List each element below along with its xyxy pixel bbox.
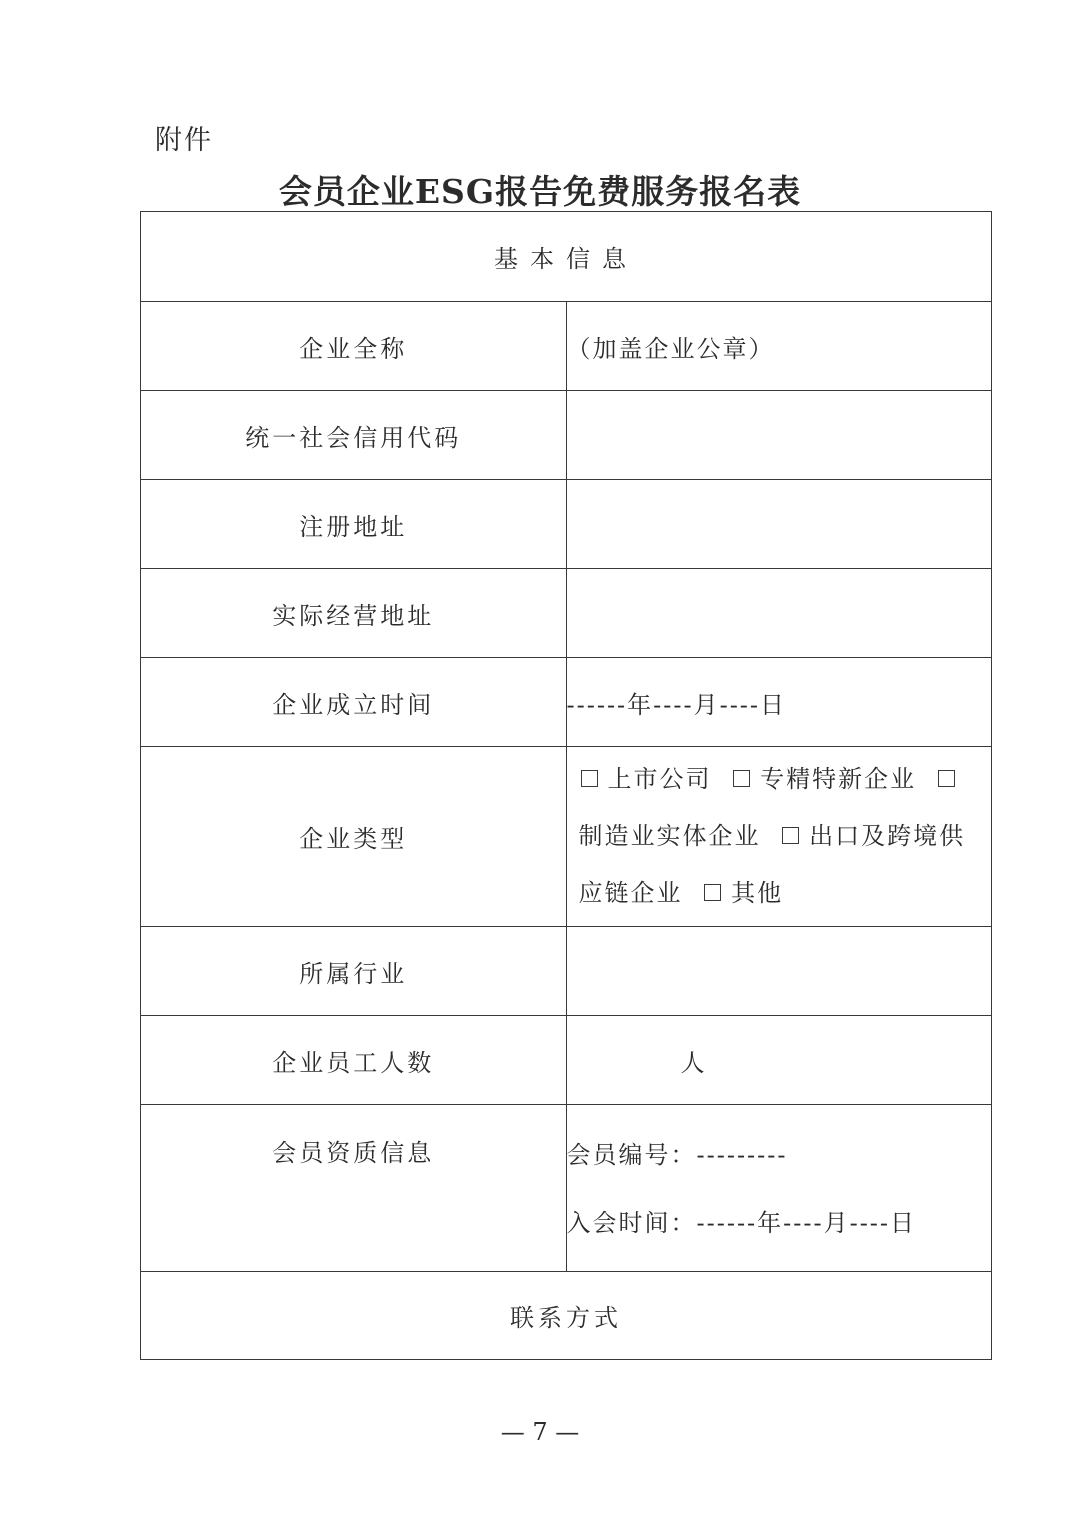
type-option-specialized[interactable] — [731, 765, 916, 793]
row-established-date — [141, 658, 992, 747]
label-credit-code: 统一社会信用代码 — [141, 391, 567, 480]
row-membership — [141, 1105, 992, 1272]
field-operating-address[interactable] — [566, 569, 992, 658]
type-option-label: 其他 — [731, 879, 784, 907]
row-employee-count — [141, 1016, 992, 1105]
page-number: — 7 — — [500, 1418, 580, 1446]
attachment-label: 附件 — [155, 125, 213, 156]
type-option-other[interactable] — [702, 879, 783, 907]
type-option-label: 制造业实体企业 — [578, 822, 761, 850]
field-membership — [566, 1105, 992, 1272]
field-credit-code[interactable] — [566, 391, 992, 480]
registration-form-table — [140, 211, 992, 1360]
join-date-blank: ------年----月----日 — [696, 1209, 917, 1237]
field-company-name[interactable] — [566, 302, 992, 391]
established-date-blank: ------年----月----日 — [566, 690, 787, 719]
field-registered-address[interactable] — [566, 480, 992, 569]
row-company-type — [141, 747, 992, 927]
row-company-name — [141, 302, 992, 391]
checkbox-icon[interactable] — [938, 770, 955, 787]
row-registered-address — [141, 480, 992, 569]
employee-count-unit: 人 — [680, 1048, 707, 1077]
label-established-date: 企业成立时间 — [141, 658, 567, 747]
section-title-basic-info: 基本信息 — [494, 245, 638, 273]
label-industry: 所属行业 — [141, 927, 567, 1016]
label-operating-address: 实际经营地址 — [141, 569, 567, 658]
label-employee-count: 企业员工人数 — [141, 1016, 567, 1105]
section-title-contact: 联系方式 — [510, 1304, 622, 1332]
field-industry[interactable] — [566, 927, 992, 1016]
checkbox-icon[interactable] — [733, 770, 750, 787]
type-option-label: 出口及跨境供应链企业 — [578, 822, 966, 907]
join-date-line[interactable] — [567, 1203, 992, 1271]
checkbox-icon[interactable] — [704, 884, 721, 901]
member-number-blank: --------- — [696, 1141, 788, 1169]
section-header-contact — [141, 1272, 992, 1360]
type-option-label: 专精特新企业 — [760, 765, 917, 793]
field-established-date[interactable] — [566, 658, 992, 747]
type-option-label: 上市公司 — [607, 765, 712, 793]
row-credit-code — [141, 391, 992, 480]
label-membership: 会员资质信息 — [141, 1105, 567, 1272]
join-date-label: 入会时间： — [566, 1209, 697, 1237]
member-number-line[interactable] — [567, 1135, 992, 1203]
section-header-basic-info — [141, 212, 992, 302]
row-industry — [141, 927, 992, 1016]
field-employee-count[interactable] — [566, 1016, 992, 1105]
checkbox-icon[interactable] — [581, 770, 598, 787]
hint-company-seal: （加盖企业公章） — [566, 334, 775, 363]
label-company-type: 企业类型 — [141, 747, 567, 927]
form-title: 会员企业ESG报告免费服务报名表 — [278, 172, 802, 211]
section-row-basic-info — [141, 212, 992, 302]
checkbox-icon[interactable] — [782, 827, 799, 844]
row-operating-address — [141, 569, 992, 658]
member-number-label: 会员编号： — [566, 1141, 697, 1169]
label-registered-address: 注册地址 — [141, 480, 567, 569]
field-company-type — [566, 747, 992, 927]
type-option-listed[interactable] — [579, 765, 712, 793]
label-company-name: 企业全称 — [141, 302, 567, 391]
section-row-contact — [141, 1272, 992, 1360]
